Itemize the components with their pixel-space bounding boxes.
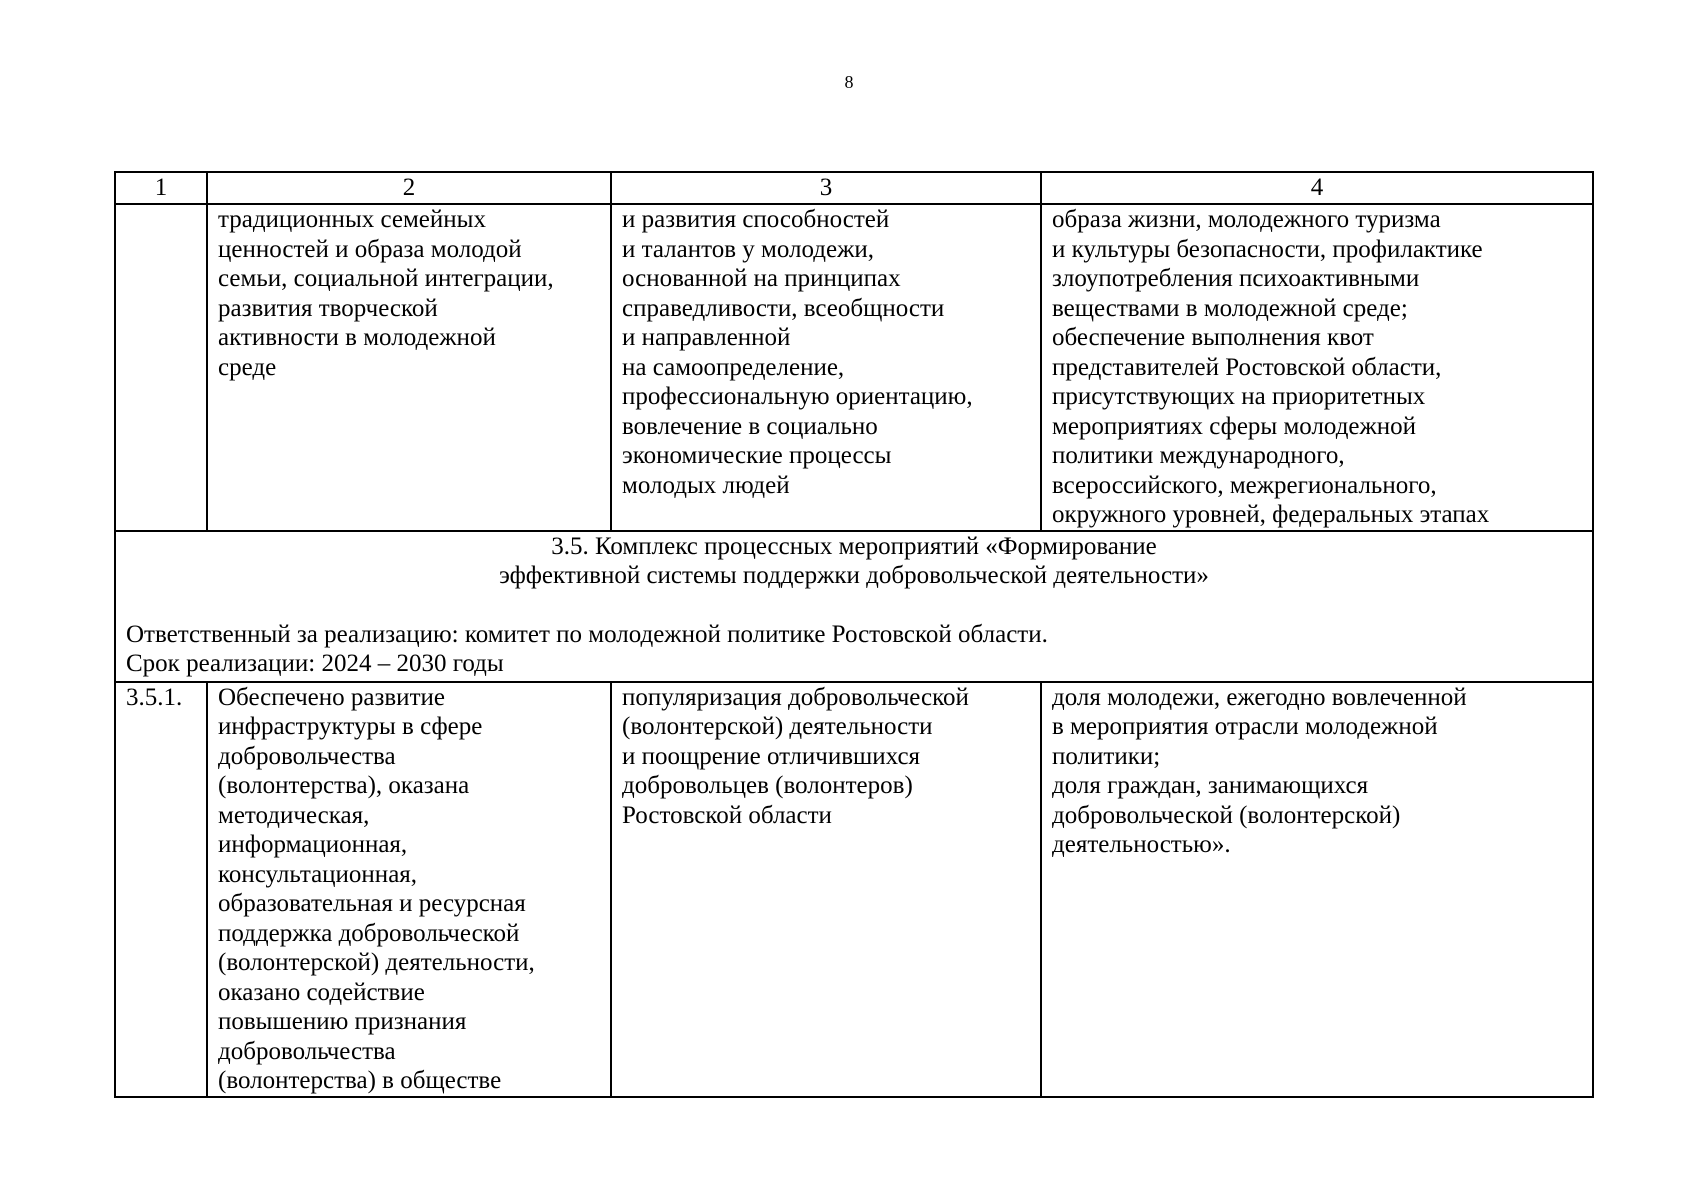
indicator-text: доля молодежи, ежегодно вовлеченной в мероприятия отрасли молодежной политики; доля граждан, занимающихся добровольческой (волонтерской) деятельностью». <box>1052 683 1467 858</box>
page-number: 8 <box>844 72 854 92</box>
effect-text: и развития способностей и талантов у молодежи, основанной на принципах справедливости, всеобщности и направленной на самоопределение, профессиональную ориентацию, вовлечение в социально экономические процессы молодых людей <box>622 206 973 499</box>
section-responsible: Ответственный за реализацию: комитет по молодежной политике Ростовской области. <box>126 620 1048 648</box>
section-row <box>115 531 1593 682</box>
row-number-text: 3.5.1. <box>126 683 183 711</box>
section-cell <box>115 531 1593 682</box>
column-number-3: 3 <box>611 172 1041 204</box>
indicator-cell <box>1041 682 1593 1097</box>
effect-cell <box>611 682 1041 1097</box>
row-number-cell <box>115 204 207 531</box>
table-row <box>115 682 1593 1097</box>
indicator-text: образа жизни, молодежного туризма и культуры безопасности, профилактике злоупотребления психоактивными веществами в молодежной среде; обеспечение выполнения квот представителей Ростовской области, присутствующих на приоритетных мероприятиях сферы молодежной политики международного, всероссийского, межрегионального, окружного уровней, федеральных этапах <box>1052 206 1490 528</box>
row-number-cell <box>115 682 207 1097</box>
task-text: традиционных семейных ценностей и образа молодой семьи, социальной интеграции, развития творческой активности в молодежной среде <box>218 206 554 381</box>
effect-text: популяризация добровольческой (волонтерской) деятельности и поощрение отличившихся добровольцев (волонтеров) Ростовской области <box>622 683 969 829</box>
section-term: Срок реализации: 2024 – 2030 годы <box>126 650 504 677</box>
table-header-row <box>115 172 1593 204</box>
column-number-4: 4 <box>1041 172 1593 204</box>
column-number-2: 2 <box>207 172 611 204</box>
effect-cell <box>611 204 1041 531</box>
table-row <box>115 204 1593 531</box>
column-number-1: 1 <box>115 172 207 204</box>
section-title: 3.5. Комплекс процессных мероприятий «Формирование эффективной системы поддержки добровольческой деятельности» <box>499 532 1209 589</box>
task-cell <box>207 204 611 531</box>
task-text: Обеспечено развитие инфраструктуры в сфере добровольчества (волонтерства), оказана методическая, информационная, консультационная, образовательная и ресурсная поддержка добровольческой (волонтерской) деятельности, оказано содействие повышению признания добровольчества (волонтерства) в обществе <box>218 683 535 1094</box>
plan-table <box>114 171 1594 1098</box>
indicator-cell <box>1041 204 1593 531</box>
section-spacer <box>126 591 1582 620</box>
task-cell <box>207 682 611 1097</box>
